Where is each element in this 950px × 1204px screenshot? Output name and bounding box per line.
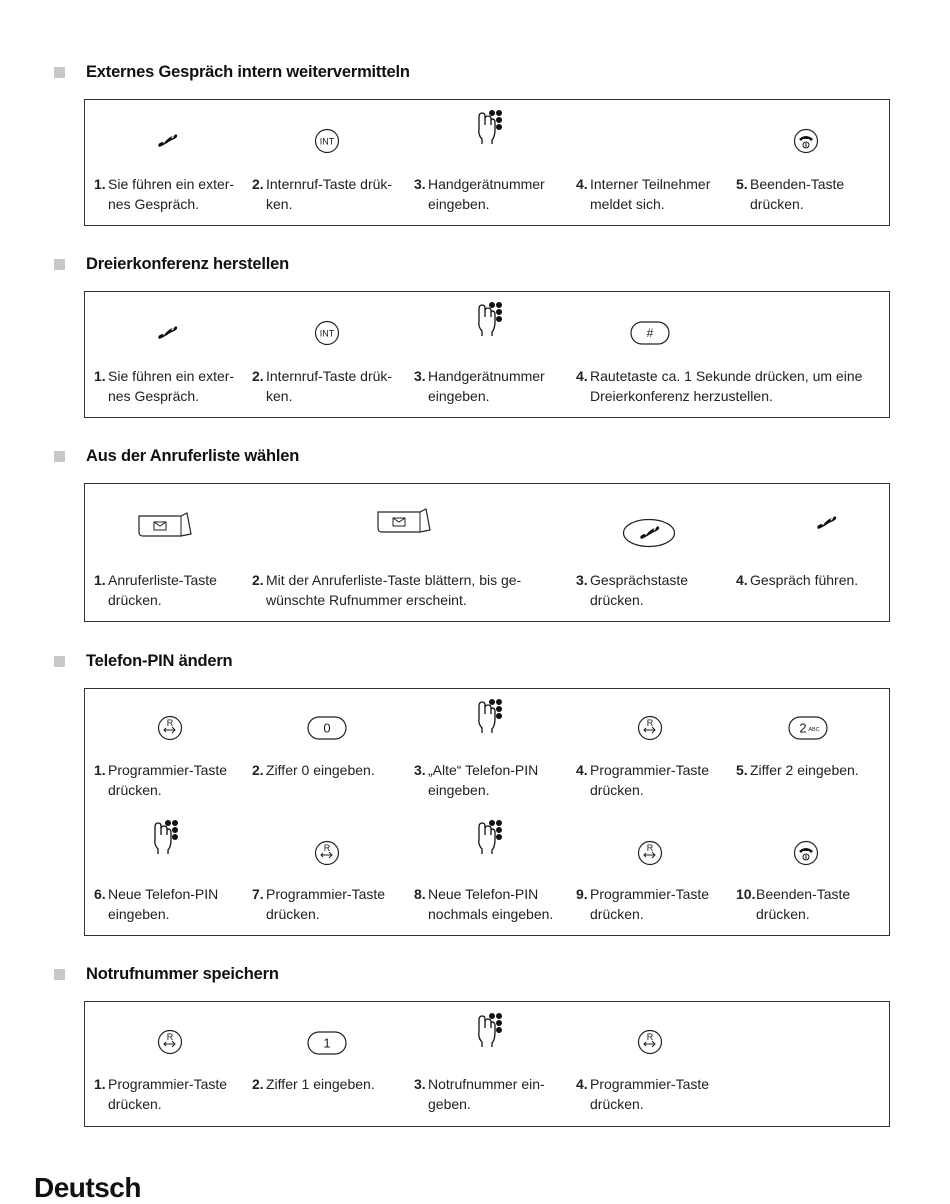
svg-text:R: R — [646, 718, 654, 728]
svg-text:R: R — [646, 1032, 654, 1042]
step-4: 4. Gespräch führen. — [736, 572, 859, 588]
handset-icon — [157, 324, 179, 342]
bullet-square-icon — [54, 451, 65, 462]
end-call-key-icon — [793, 840, 819, 866]
section-title: Notrufnummer speichern — [86, 964, 279, 983]
instruction-box — [84, 1001, 890, 1127]
program-key-icon — [637, 1029, 663, 1055]
instruction-box — [84, 688, 890, 936]
step-4: 4. Interner Teilnehmer meldet sich. — [576, 176, 711, 212]
svg-text:INT: INT — [319, 328, 335, 339]
step-5: 5. Beenden-Taste drücken. — [736, 176, 845, 212]
keypad-hand-icon — [151, 819, 181, 855]
digit-1-key-icon — [307, 1031, 347, 1055]
svg-text:INT: INT — [319, 136, 335, 147]
svg-text:0: 0 — [323, 720, 331, 736]
step-6: 6. Neue Telefon-PIN eingeben. — [94, 886, 219, 922]
keypad-hand-icon — [475, 301, 505, 337]
step-10: 10. Beenden-Taste drücken. — [736, 886, 851, 922]
step-3: 3. Notrufnummer ein- geben. — [414, 1076, 545, 1112]
svg-text:R: R — [166, 1032, 174, 1042]
step-3: 3. Handgerätnummer eingeben. — [414, 368, 545, 404]
program-key-icon — [157, 1029, 183, 1055]
instruction-box — [84, 99, 890, 226]
section-heading — [54, 963, 279, 985]
step-2: 2. Internruf-Taste drük- ken. — [252, 176, 393, 212]
bullet-square-icon — [54, 67, 65, 78]
instruction-box — [84, 483, 890, 622]
end-call-key-icon — [793, 128, 819, 154]
section-heading — [54, 445, 299, 467]
step-4: 4. Programmier-Taste drücken. — [576, 762, 710, 798]
section-heading — [54, 253, 289, 275]
svg-text:R: R — [323, 843, 331, 853]
page-language-label: Deutsch — [34, 1172, 141, 1203]
caller-list-key-icon — [376, 508, 432, 534]
keypad-hand-icon — [475, 1012, 505, 1048]
int-key-icon — [314, 128, 340, 154]
handset-icon — [157, 132, 179, 150]
step-2: 2. Ziffer 1 eingeben. — [252, 1076, 375, 1092]
bullet-square-icon — [54, 656, 65, 667]
step-1: 1. Sie führen ein exter- nes Gespräch. — [94, 368, 235, 404]
keypad-hand-icon — [475, 819, 505, 855]
section-title: Telefon-PIN ändern — [86, 651, 233, 670]
caller-list-key-icon — [137, 512, 193, 538]
svg-text:1: 1 — [323, 1035, 331, 1051]
svg-text:ABC: ABC — [808, 727, 820, 733]
section-heading — [54, 61, 410, 83]
hash-key-icon — [630, 321, 670, 345]
section-title: Dreierkonferenz herstellen — [86, 254, 289, 273]
section-heading — [54, 650, 232, 672]
step-9: 9. Programmier-Taste drücken. — [576, 886, 710, 922]
step-8: 8. Neue Telefon-PIN nochmals eingeben. — [414, 886, 554, 922]
program-key-icon — [637, 715, 663, 741]
int-key-icon — [314, 320, 340, 346]
handset-icon — [816, 514, 838, 532]
program-key-icon — [314, 840, 340, 866]
instruction-box — [84, 291, 890, 418]
svg-text:R: R — [166, 718, 174, 728]
keypad-hand-icon — [475, 698, 505, 734]
step-5: 5. Ziffer 2 eingeben. — [736, 762, 859, 778]
svg-text:2: 2 — [799, 720, 807, 736]
bullet-square-icon — [54, 969, 65, 980]
step-1: 1. Programmier-Taste drücken. — [94, 762, 228, 798]
keypad-hand-icon — [475, 109, 505, 145]
step-2: 2. Mit der Anruferliste-Taste blättern, bis ge- wünschte Rufnummer erscheint. — [252, 572, 522, 608]
svg-text:#: # — [646, 326, 654, 340]
section-title: Aus der Anruferliste wählen — [86, 446, 300, 465]
svg-text:R: R — [646, 843, 654, 853]
step-7: 7. Programmier-Taste drücken. — [252, 886, 386, 922]
program-key-icon — [637, 840, 663, 866]
step-1: 1. Anruferliste-Taste drücken. — [94, 572, 217, 608]
section-title: Externes Gespräch intern weitervermitteln — [86, 62, 410, 81]
program-key-icon — [157, 715, 183, 741]
step-3: 3. Handgerätnummer eingeben. — [414, 176, 545, 212]
digit-2-key-icon — [788, 716, 828, 740]
digit-0-key-icon — [307, 716, 347, 740]
step-3: 3. Gesprächstaste drücken. — [576, 572, 689, 608]
step-2: 2. Internruf-Taste drük- ken. — [252, 368, 393, 404]
step-3: 3. „Alte“ Telefon-PIN eingeben. — [414, 762, 539, 798]
talk-key-icon — [622, 518, 676, 548]
step-4: 4. Rautetaste ca. 1 Sekunde drücken, um eine Dreierkonferenz herzustellen. — [576, 368, 863, 404]
step-2: 2. Ziffer 0 eingeben. — [252, 762, 375, 778]
step-4: 4. Programmier-Taste drücken. — [576, 1076, 710, 1112]
step-1: 1. Programmier-Taste drücken. — [94, 1076, 228, 1112]
bullet-square-icon — [54, 259, 65, 270]
step-1: 1. Sie führen ein exter- nes Gespräch. — [94, 176, 235, 212]
